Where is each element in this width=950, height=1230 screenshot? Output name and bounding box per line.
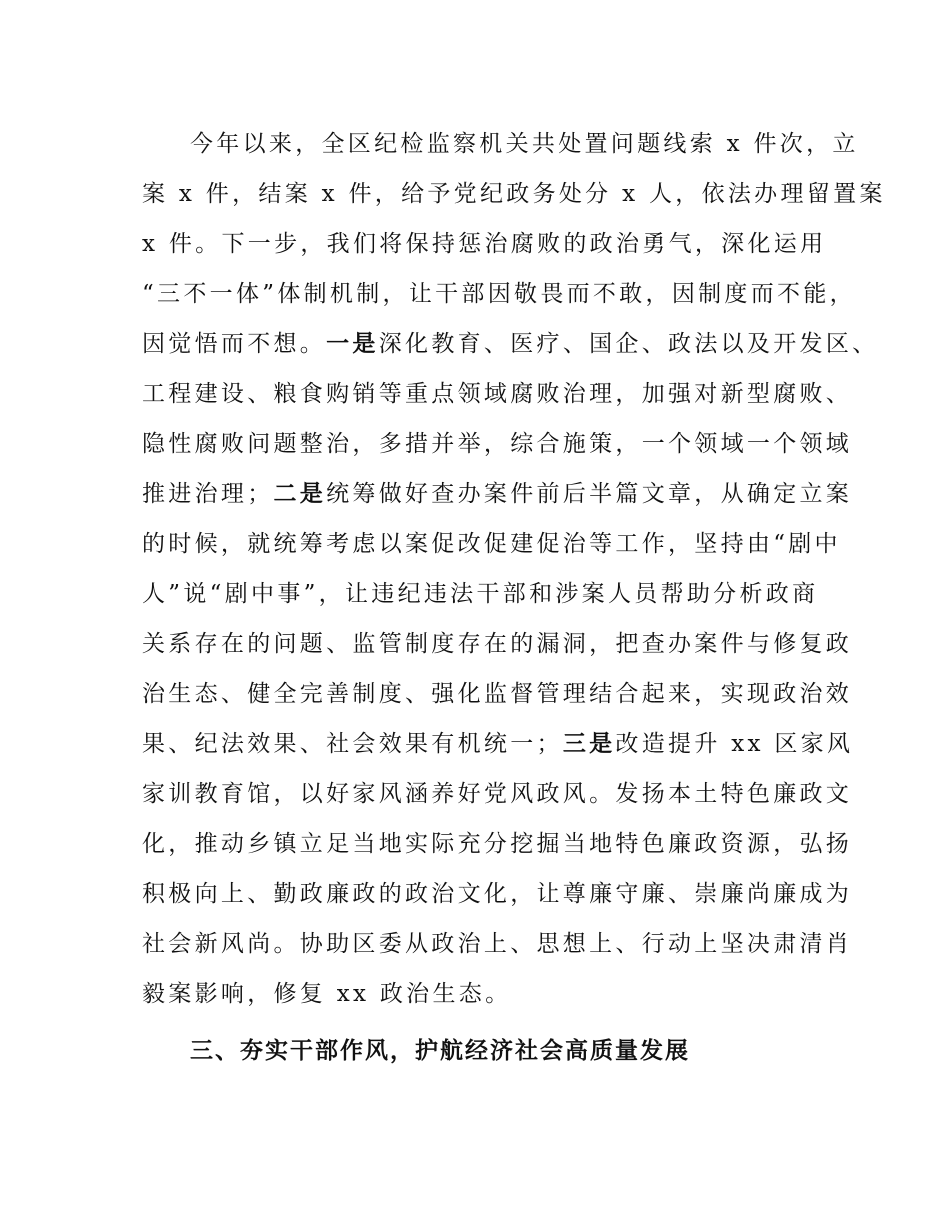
emphasis-marker: 一是: [326, 331, 379, 357]
paragraph-line: 工程建设、粮食购销等重点领域腐败治理，加强对新型腐败、: [142, 381, 853, 407]
paragraph-line: “三不一体”体制机制，让干部因敬畏而不敢，因制度而不能，: [142, 281, 856, 307]
paragraph-line: x 件。下一步，我们将保持惩治腐败的政治勇气，深化运用: [142, 231, 827, 257]
paragraph-line: 治生态、健全完善制度、强化监督管理结合起来，实现政治效: [142, 681, 853, 707]
emphasis-marker: 二是: [273, 481, 327, 507]
paragraph-line: 果、纪法效果、社会效果有机统一；三是改造提升 xx 区家风: [142, 731, 854, 757]
paragraph-line: 隐性腐败问题整治，多措并举，综合施策，一个领域一个领域: [142, 431, 853, 457]
paragraph-line: 因觉悟而不想。一是深化教育、医疗、国企、政法以及开发区、: [142, 331, 879, 357]
section-heading: 三、夯实干部作风，护航经济社会高质量发展: [190, 1038, 690, 1064]
paragraph-line: 家训教育馆，以好家风涵养好党风政风。发扬本土特色廉政文: [142, 781, 853, 807]
paragraph-line: 推进治理；二是统筹做好查办案件前后半篇文章，从确定立案: [142, 481, 853, 507]
emphasis-marker: 三是: [562, 731, 616, 757]
paragraph-line: 社会新风尚。协助区委从政治上、思想上、行动上坚决肃清肖: [142, 931, 853, 957]
paragraph-line: 积极向上、勤政廉政的政治文化，让尊廉守廉、崇廉尚廉成为: [142, 881, 853, 907]
paragraph-line: 关系存在的问题、监管制度存在的漏洞，把查办案件与修复政: [142, 631, 853, 657]
paragraph-line: 毅案影响，修复 xx 政治生态。: [142, 981, 512, 1007]
paragraph-line: 今年以来，全区纪检监察机关共处置问题线索 x 件次，立: [190, 131, 859, 157]
paragraph-line: 案 x 件，结案 x 件，给予党纪政务处分 x 人，依法办理留置案: [142, 181, 886, 207]
paragraph-line: 化，推动乡镇立足当地实际充分挖掘当地特色廉政资源，弘扬: [142, 831, 853, 857]
paragraph-line: 人”说“剧中事”，让违纪违法干部和涉案人员帮助分析政商: [142, 581, 819, 607]
paragraph-line: 的时候，就统筹考虑以案促改促建促治等工作，坚持由“剧中: [142, 531, 841, 557]
